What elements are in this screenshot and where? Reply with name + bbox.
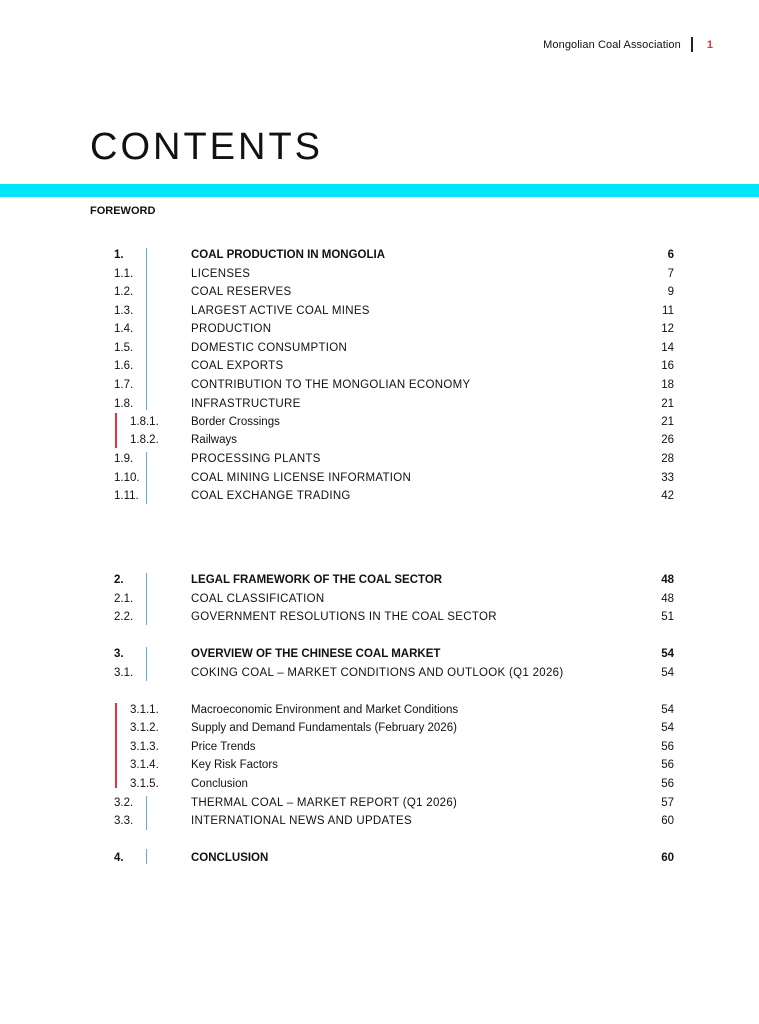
entry-page: 60 <box>661 852 674 864</box>
entry-number: 2.1. <box>114 593 134 605</box>
entry-number: 3.1.4. <box>130 759 159 771</box>
entry-page: 56 <box>661 778 674 790</box>
entry-label: INFRASTRUCTURE <box>191 398 301 410</box>
toc-entry[interactable] <box>0 756 759 774</box>
entry-label: LEGAL FRAMEWORK OF THE COAL SECTOR <box>191 574 443 586</box>
entry-label: COAL PRODUCTION IN MONGOLIA <box>191 249 386 261</box>
entry-number: 3.1.2. <box>130 722 159 734</box>
header-divider <box>691 37 693 52</box>
entry-page: 6 <box>667 249 674 261</box>
entry-number: 1.4. <box>114 323 134 335</box>
entry-page: 60 <box>661 815 674 827</box>
entry-label: COAL EXCHANGE TRADING <box>191 490 351 502</box>
toc-entry[interactable] <box>0 376 759 394</box>
entry-page: 14 <box>661 342 674 354</box>
page-header <box>543 36 713 53</box>
entry-number: 1.8. <box>114 398 134 410</box>
toc-entry[interactable] <box>0 738 759 756</box>
entry-page: 51 <box>661 611 674 623</box>
entry-number: 3.1.5. <box>130 778 159 790</box>
foreword-heading: FOREWORD <box>90 205 156 217</box>
entry-page: 7 <box>667 268 674 280</box>
entry-number: 1.10. <box>114 472 140 484</box>
entry-page: 18 <box>661 379 674 391</box>
entry-label: PRODUCTION <box>191 323 272 335</box>
entry-label: COAL MINING LICENSE INFORMATION <box>191 472 412 484</box>
entry-page: 28 <box>661 453 674 465</box>
entry-page: 26 <box>661 434 674 446</box>
entry-number: 3.1.3. <box>130 741 159 753</box>
entry-number: 3.1. <box>114 667 134 679</box>
entry-page: 48 <box>661 593 674 605</box>
entry-label: Key Risk Factors <box>191 759 278 771</box>
entry-number: 4. <box>114 852 124 864</box>
entry-label: Supply and Demand Fundamentals (February 2026) <box>191 722 457 734</box>
entry-label: Border Crossings <box>191 416 280 428</box>
entry-number: 1.5. <box>114 342 134 354</box>
toc-entry[interactable] <box>0 701 759 719</box>
entry-number: 2. <box>114 574 124 586</box>
entry-label: Railways <box>191 434 238 446</box>
entry-number: 1.8.1. <box>130 416 159 428</box>
entry-page: 42 <box>661 490 674 502</box>
entry-label: OVERVIEW OF THE CHINESE COAL MARKET <box>191 648 441 660</box>
toc-entry[interactable] <box>0 719 759 737</box>
entry-number: 3.3. <box>114 815 134 827</box>
entry-page: 21 <box>661 416 674 428</box>
entry-number: 1.8.2. <box>130 434 159 446</box>
entry-label: LICENSES <box>191 268 251 280</box>
toc-entry[interactable] <box>0 590 759 608</box>
toc-entry[interactable] <box>0 812 759 830</box>
entry-label: GOVERNMENT RESOLUTIONS IN THE COAL SECTOR <box>191 611 497 623</box>
toc-entry[interactable] <box>0 794 759 812</box>
entry-number: 1.2. <box>114 286 134 298</box>
toc-entry[interactable] <box>0 775 759 793</box>
entry-number: 3.2. <box>114 797 134 809</box>
entry-number: 1.7. <box>114 379 134 391</box>
toc-entry[interactable] <box>0 283 759 301</box>
toc-entry[interactable] <box>0 339 759 357</box>
entry-number: 1. <box>114 249 124 261</box>
entry-number: 1.6. <box>114 360 134 372</box>
entry-label: INTERNATIONAL NEWS AND UPDATES <box>191 815 412 827</box>
entry-page: 54 <box>661 667 674 679</box>
entry-number: 1.11. <box>114 490 139 502</box>
entry-label: THERMAL COAL – MARKET REPORT (Q1 2026) <box>191 797 458 809</box>
entry-page: 54 <box>661 704 674 716</box>
entry-label: COAL CLASSIFICATION <box>191 593 325 605</box>
entry-page: 54 <box>661 648 674 660</box>
toc-entry[interactable] <box>0 487 759 505</box>
entry-page: 21 <box>661 398 674 410</box>
entry-label: Conclusion <box>191 778 248 790</box>
entry-number: 2.2. <box>114 611 134 623</box>
toc-entry[interactable] <box>0 849 759 867</box>
entry-label: CONCLUSION <box>191 852 269 864</box>
toc-entry[interactable] <box>0 246 759 264</box>
entry-page: 16 <box>661 360 674 372</box>
entry-number: 1.9. <box>114 453 134 465</box>
entry-number: 1.1. <box>114 268 134 280</box>
toc-entry[interactable] <box>0 571 759 589</box>
toc-entry[interactable] <box>0 608 759 626</box>
organization-name: Mongolian Coal Association <box>543 38 681 51</box>
entry-label: LARGEST ACTIVE COAL MINES <box>191 305 370 317</box>
entry-page: 9 <box>667 286 674 298</box>
entry-page: 54 <box>661 722 674 734</box>
entry-number: 1.3. <box>114 305 134 317</box>
entry-page: 33 <box>661 472 674 484</box>
entry-page: 56 <box>661 741 674 753</box>
entry-page: 11 <box>662 305 674 317</box>
entry-label: Macroeconomic Environment and Market Conditions <box>191 704 459 716</box>
toc-entry[interactable] <box>0 395 759 413</box>
entry-page: 48 <box>661 574 674 586</box>
toc-entry[interactable] <box>0 645 759 663</box>
page-title: CONTENTS <box>90 126 323 168</box>
toc-entry[interactable] <box>0 413 759 431</box>
toc-entry[interactable] <box>0 469 759 487</box>
toc-entry[interactable] <box>0 265 759 283</box>
cyan-accent-band <box>0 184 759 197</box>
entry-page: 12 <box>661 323 674 335</box>
page-number: 1 <box>706 38 713 51</box>
entry-page: 56 <box>661 759 674 771</box>
entry-label: COAL RESERVES <box>191 286 292 298</box>
entry-label: CONTRIBUTION TO THE MONGOLIAN ECONOMY <box>191 379 471 391</box>
entry-label: Price Trends <box>191 741 256 753</box>
toc-entry[interactable] <box>0 664 759 682</box>
entry-label: DOMESTIC CONSUMPTION <box>191 342 348 354</box>
toc-entry[interactable] <box>0 450 759 468</box>
toc-entry[interactable] <box>0 431 759 449</box>
entry-number: 3.1.1. <box>130 704 159 716</box>
entry-page: 57 <box>661 797 674 809</box>
entry-number: 3. <box>114 648 124 660</box>
toc-entry[interactable] <box>0 302 759 320</box>
entry-label: COKING COAL – MARKET CONDITIONS AND OUTLOOK (Q1 2026) <box>191 667 564 679</box>
toc-entry[interactable] <box>0 320 759 338</box>
toc-entry[interactable] <box>0 357 759 375</box>
entry-label: COAL EXPORTS <box>191 360 284 372</box>
entry-label: PROCESSING PLANTS <box>191 453 321 465</box>
